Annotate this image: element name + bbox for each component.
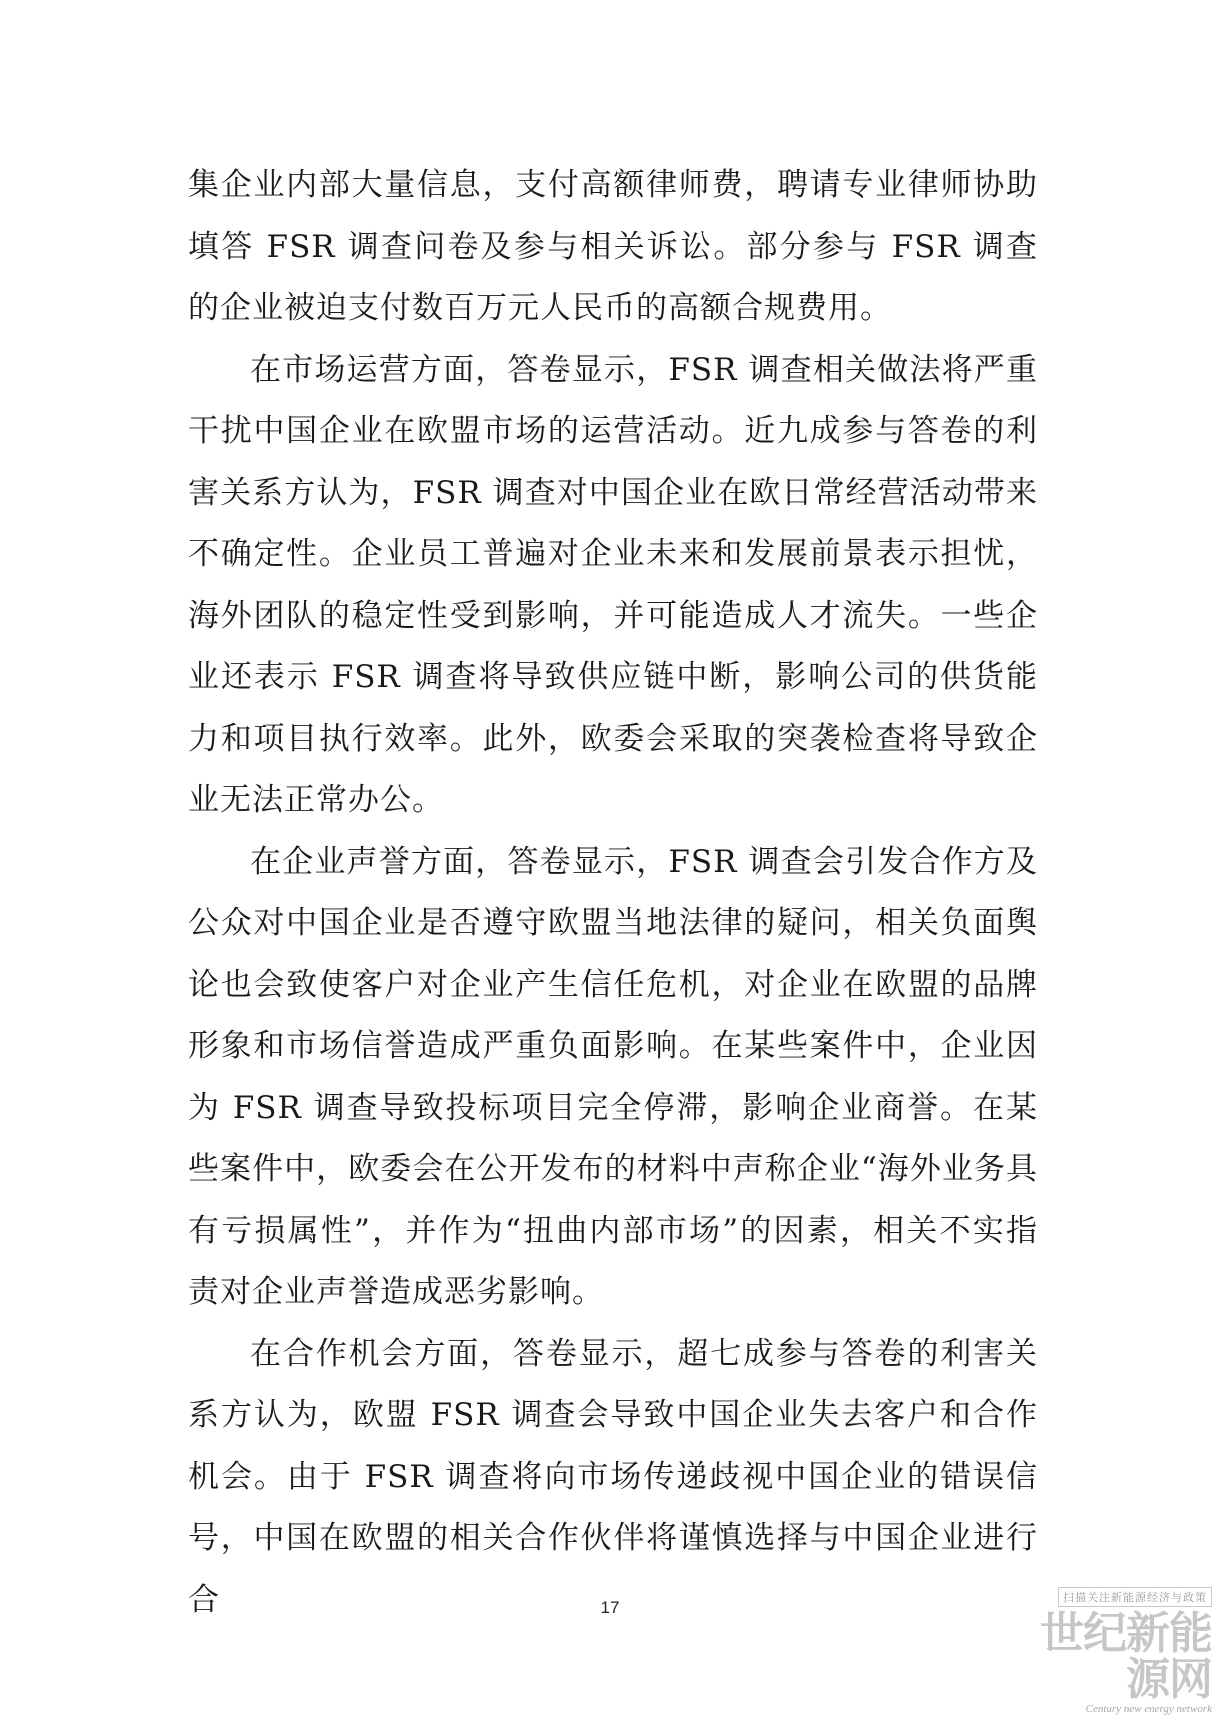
page-number: 17 (600, 1598, 620, 1617)
watermark-logo: 世纪新能源网 (1040, 1608, 1212, 1705)
paragraph-corporate-reputation: 在企业声誉方面，答卷显示，FSR 调查会引发合作方及公众对中国企业是否遵守欧盟当地法律的疑问，相关负面舆论也会致使客户对企业产生信任危机，对企业在欧盟的品牌形象和市场信誉造成严重负面影响。在某些案件中，企业因为 FSR 调查导致投标项目完全停滞，影响企业商誉。在某些案件中，欧委会在公开发布的材料中声称企业“海外业务具有亏损属性”，并作为“扭曲内部市场”的因素，相关不实指责对企业声誉造成恶劣影响。 (188, 843, 1038, 1310)
paragraph-cooperation-opportunities: 在合作机会方面，答卷显示，超七成参与答卷的利害关系方认为，欧盟 FSR 调查会导致中国企业失去客户和合作机会。由于 FSR 调查将向市场传递歧视中国企业的错误信号，中国在欧盟的相关合作伙伴将谨慎选择与中国企业进行合 (188, 1335, 1038, 1618)
watermark-english: Century new energy network (1085, 1703, 1212, 1715)
watermark (1012, 1586, 1212, 1715)
watermark-slogan: 扫描关注新能源经济与政策 (1058, 1587, 1212, 1607)
document-body (188, 155, 1038, 1631)
paragraph-continuation: 集企业内部大量信息，支付高额律师费，聘请专业律师协助填答 FSR 调查问卷及参与相关诉讼。部分参与 FSR 调查的企业被迫支付数百万元人民币的高额合规费用。 (188, 167, 1038, 326)
paragraph-market-operations: 在市场运营方面，答卷显示，FSR 调查相关做法将严重干扰中国企业在欧盟市场的运营活动。近九成参与答卷的利害关系方认为，FSR 调查对中国企业在欧日常经营活动带来不确定性。企业员工普遍对企业未来和发展前景表示担忧，海外团队的稳定性受到影响，并可能造成人才流失。一些企业还表示 FSR 调查将导致供应链中断，影响公司的供货能力和项目执行效率。此外，欧委会采取的突袭检查将导致企业无法正常办公。 (188, 351, 1038, 818)
